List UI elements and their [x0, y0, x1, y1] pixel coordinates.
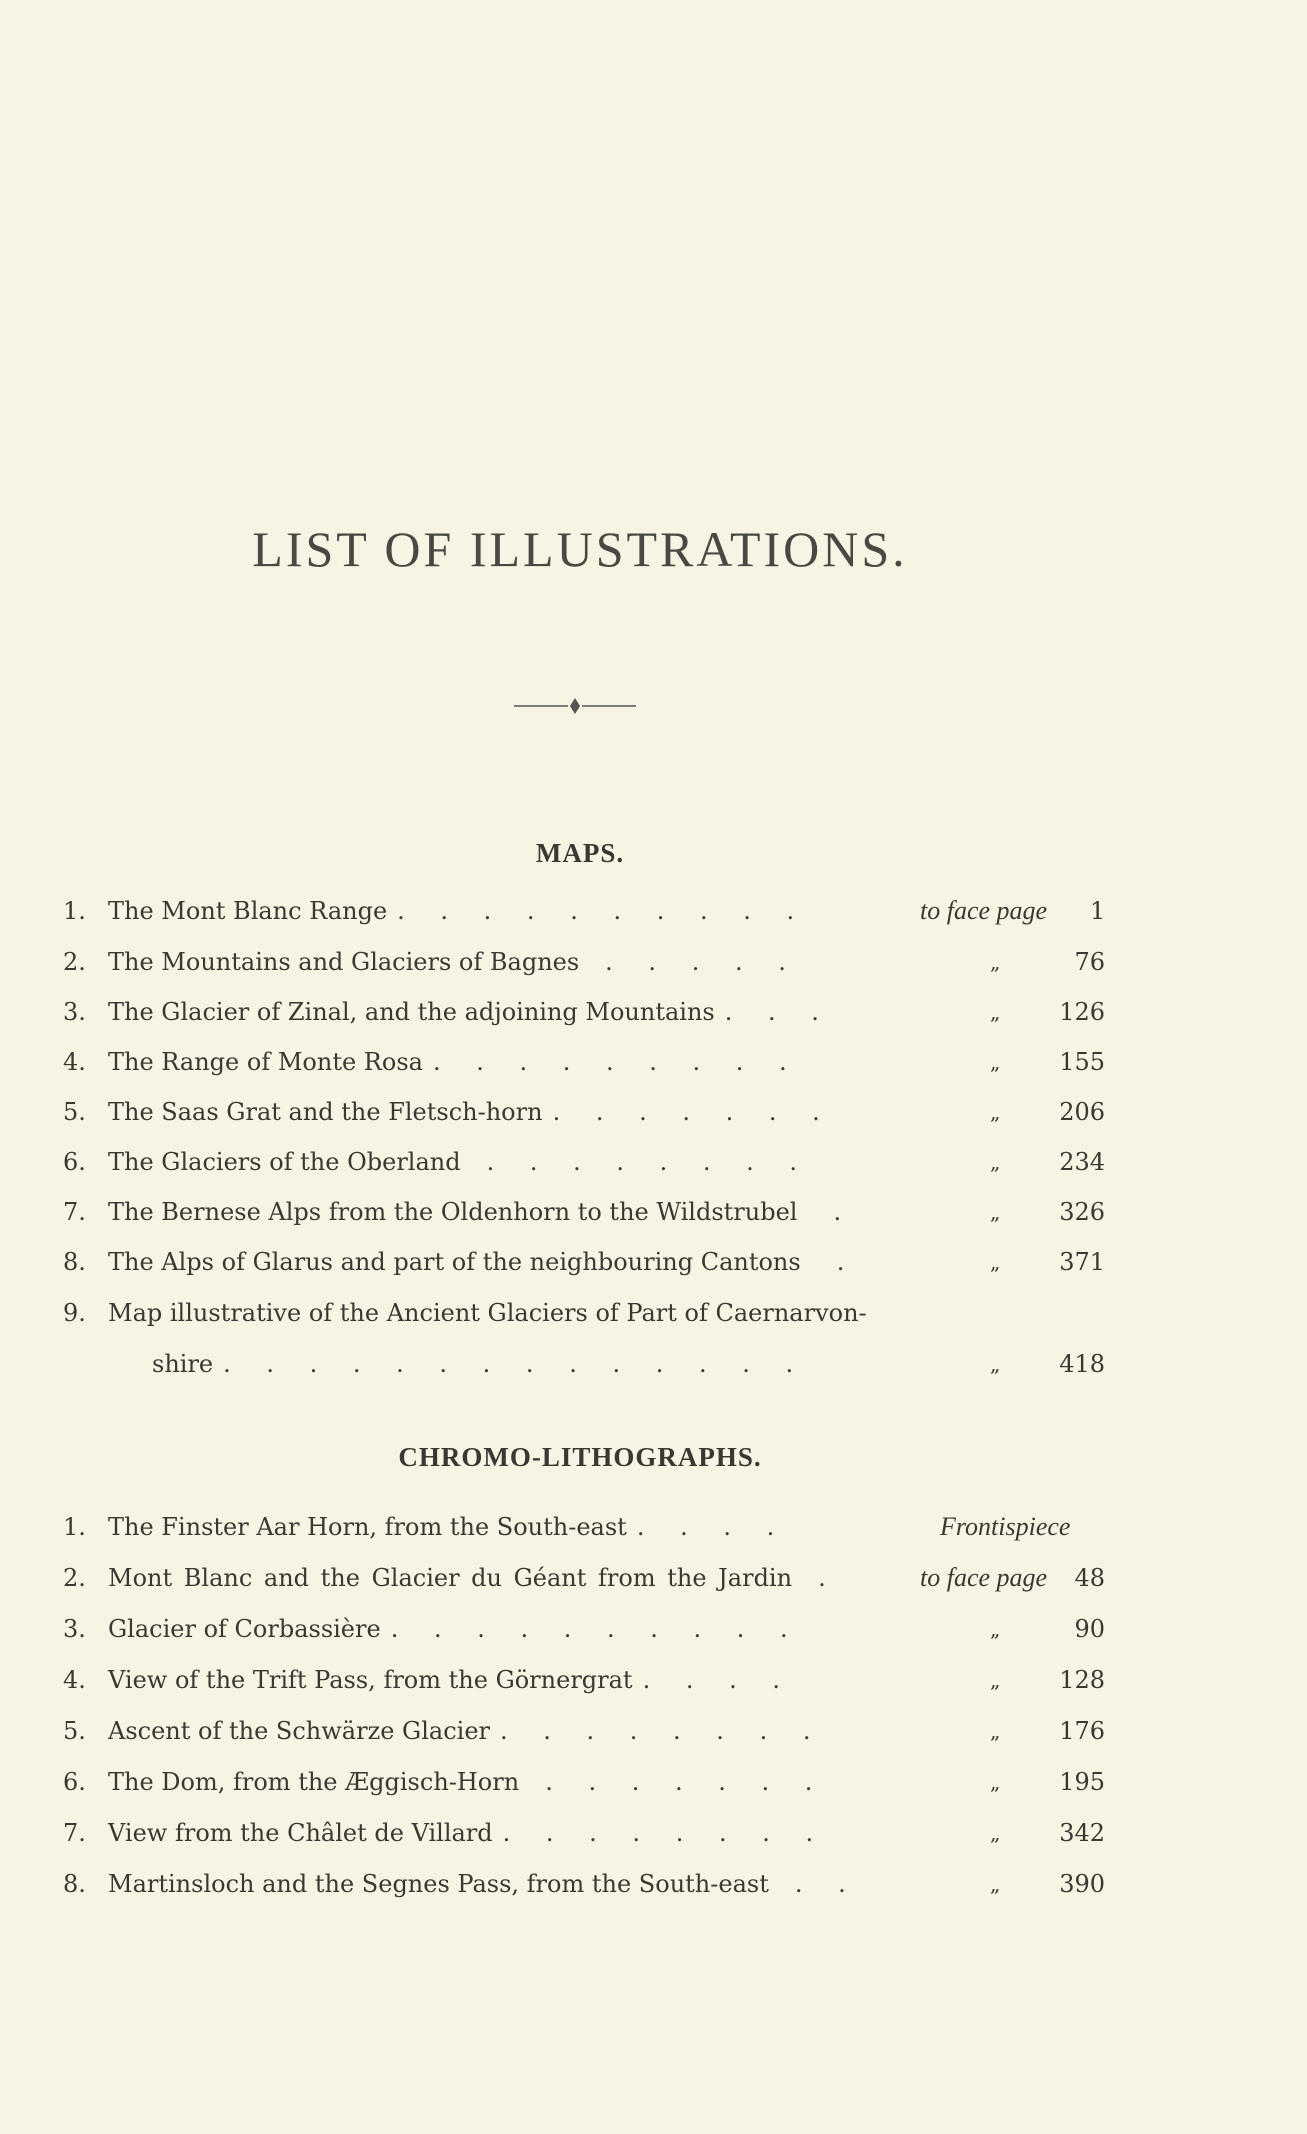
entry-title: The Alps of Glarus and part of the neighbouring Cantons .: [108, 1248, 859, 1276]
ditto-mark: „: [990, 1770, 1001, 1794]
list-item: [0, 1553, 1307, 1603]
entry-title: The Range of Monte Rosa . . . . . . . . .: [108, 1048, 801, 1076]
ditto-mark: „: [990, 1719, 1001, 1743]
list-item: [0, 1655, 1307, 1705]
face-page-label: to face page: [920, 1563, 1048, 1592]
ditto-mark: „: [990, 1668, 1001, 1692]
ditto-mark: „: [990, 1050, 1001, 1074]
entry-page: 48: [1074, 1564, 1105, 1592]
entry-title: The Mountains and Glaciers of Bagnes . . . . .: [108, 948, 800, 976]
entry-number: 5.: [63, 1098, 86, 1126]
entry-page: 342: [1059, 1819, 1105, 1847]
entry-number: 2.: [63, 1564, 86, 1592]
ditto-mark: „: [990, 950, 1001, 974]
entry-page: 234: [1059, 1148, 1105, 1176]
list-item: [0, 1757, 1307, 1807]
list-item: [0, 1502, 1307, 1552]
entry-number: 9.: [63, 1299, 86, 1327]
entry-page: 76: [1074, 948, 1105, 976]
maps-heading: MAPS.: [535, 838, 625, 868]
entry-number: 7.: [63, 1819, 86, 1847]
entry-page: 126: [1059, 998, 1105, 1026]
entry-number: 2.: [63, 948, 86, 976]
entry-number: 1.: [63, 1513, 86, 1541]
ditto-mark: „: [990, 1200, 1001, 1224]
entry-page: 326: [1059, 1198, 1105, 1226]
list-item: [0, 886, 1307, 936]
entry-title: shire . . . . . . . . . . . . . .: [152, 1350, 808, 1378]
entry-page: 90: [1074, 1615, 1105, 1643]
entry-page: 195: [1059, 1768, 1105, 1796]
entry-title: The Mont Blanc Range . . . . . . . . . .: [108, 897, 809, 925]
entry-number: 7.: [63, 1198, 86, 1226]
list-item: [0, 1808, 1307, 1858]
ditto-mark: „: [990, 1821, 1001, 1845]
entry-title: The Finster Aar Horn, from the South-east . . . .: [108, 1513, 789, 1541]
list-item: [0, 1237, 1307, 1287]
entry-number: 8.: [63, 1870, 86, 1898]
ornament-divider: [500, 694, 650, 718]
ditto-mark: „: [990, 1352, 1001, 1376]
list-item: [0, 1859, 1307, 1909]
frontispiece-label: Frontispiece: [940, 1512, 1071, 1541]
list-item: [0, 1288, 1307, 1338]
list-item: [0, 1137, 1307, 1187]
list-item: [0, 1037, 1307, 1087]
entry-title: Martinsloch and the Segnes Pass, from the South-east . .: [108, 1870, 860, 1898]
page-title: LIST OF ILLUSTRATIONS.: [252, 521, 908, 577]
entry-page: 155: [1059, 1048, 1105, 1076]
entry-number: 8.: [63, 1248, 86, 1276]
ditto-mark: „: [990, 1000, 1001, 1024]
entry-number: 3.: [63, 1615, 86, 1643]
ditto-mark: „: [990, 1617, 1001, 1641]
list-item: [0, 1187, 1307, 1237]
entry-page: 206: [1059, 1098, 1105, 1126]
entry-title: View from the Châlet de Villard . . . . . . . .: [108, 1819, 828, 1847]
ditto-mark: „: [990, 1250, 1001, 1274]
entry-number: 6.: [63, 1148, 86, 1176]
entry-title: Ascent of the Schwärze Glacier . . . . . . . .: [108, 1717, 825, 1745]
entry-title: Map illustrative of the Ancient Glaciers of Part of Caernarvon-: [108, 1299, 867, 1327]
entry-title: The Bernese Alps from the Oldenhorn to the Wildstrubel .: [108, 1198, 856, 1226]
entry-title: Mont Blanc and the Glacier du Géant from the Jardin .: [108, 1564, 840, 1592]
entry-title: The Glacier of Zinal, and the adjoining Mountains . . .: [108, 998, 833, 1026]
list-item: [0, 1339, 1307, 1389]
ditto-mark: „: [990, 1872, 1001, 1896]
entry-number: 1.: [63, 897, 86, 925]
ditto-mark: „: [990, 1100, 1001, 1124]
entry-number: 5.: [63, 1717, 86, 1745]
entry-page: 128: [1059, 1666, 1105, 1694]
list-item: [0, 1087, 1307, 1137]
entry-page: 371: [1059, 1248, 1105, 1276]
entry-number: 4.: [63, 1048, 86, 1076]
chromo-heading: CHROMO-LITHOGRAPHS.: [398, 1442, 762, 1472]
list-item: [0, 1604, 1307, 1654]
entry-page: 176: [1059, 1717, 1105, 1745]
entry-title: Glacier of Corbassière . . . . . . . . . .: [108, 1615, 802, 1643]
entry-title: The Glaciers of the Oberland . . . . . . . .: [108, 1148, 812, 1176]
entry-page: 418: [1059, 1350, 1105, 1378]
list-item: [0, 1706, 1307, 1756]
entry-title: The Dom, from the Æggisch-Horn . . . . . . .: [108, 1768, 827, 1796]
entry-number: 6.: [63, 1768, 86, 1796]
entry-number: 3.: [63, 998, 86, 1026]
entry-page: 1: [1090, 897, 1106, 925]
entry-title: View of the Trift Pass, from the Görnergrat . . . .: [108, 1666, 794, 1694]
entry-page: 390: [1059, 1870, 1105, 1898]
ditto-mark: „: [990, 1150, 1001, 1174]
list-item: [0, 937, 1307, 987]
list-item: [0, 987, 1307, 1037]
entry-title: The Saas Grat and the Fletsch-horn . . . . . . .: [108, 1098, 834, 1126]
face-page-label: to face page: [920, 896, 1048, 925]
entry-number: 4.: [63, 1666, 86, 1694]
